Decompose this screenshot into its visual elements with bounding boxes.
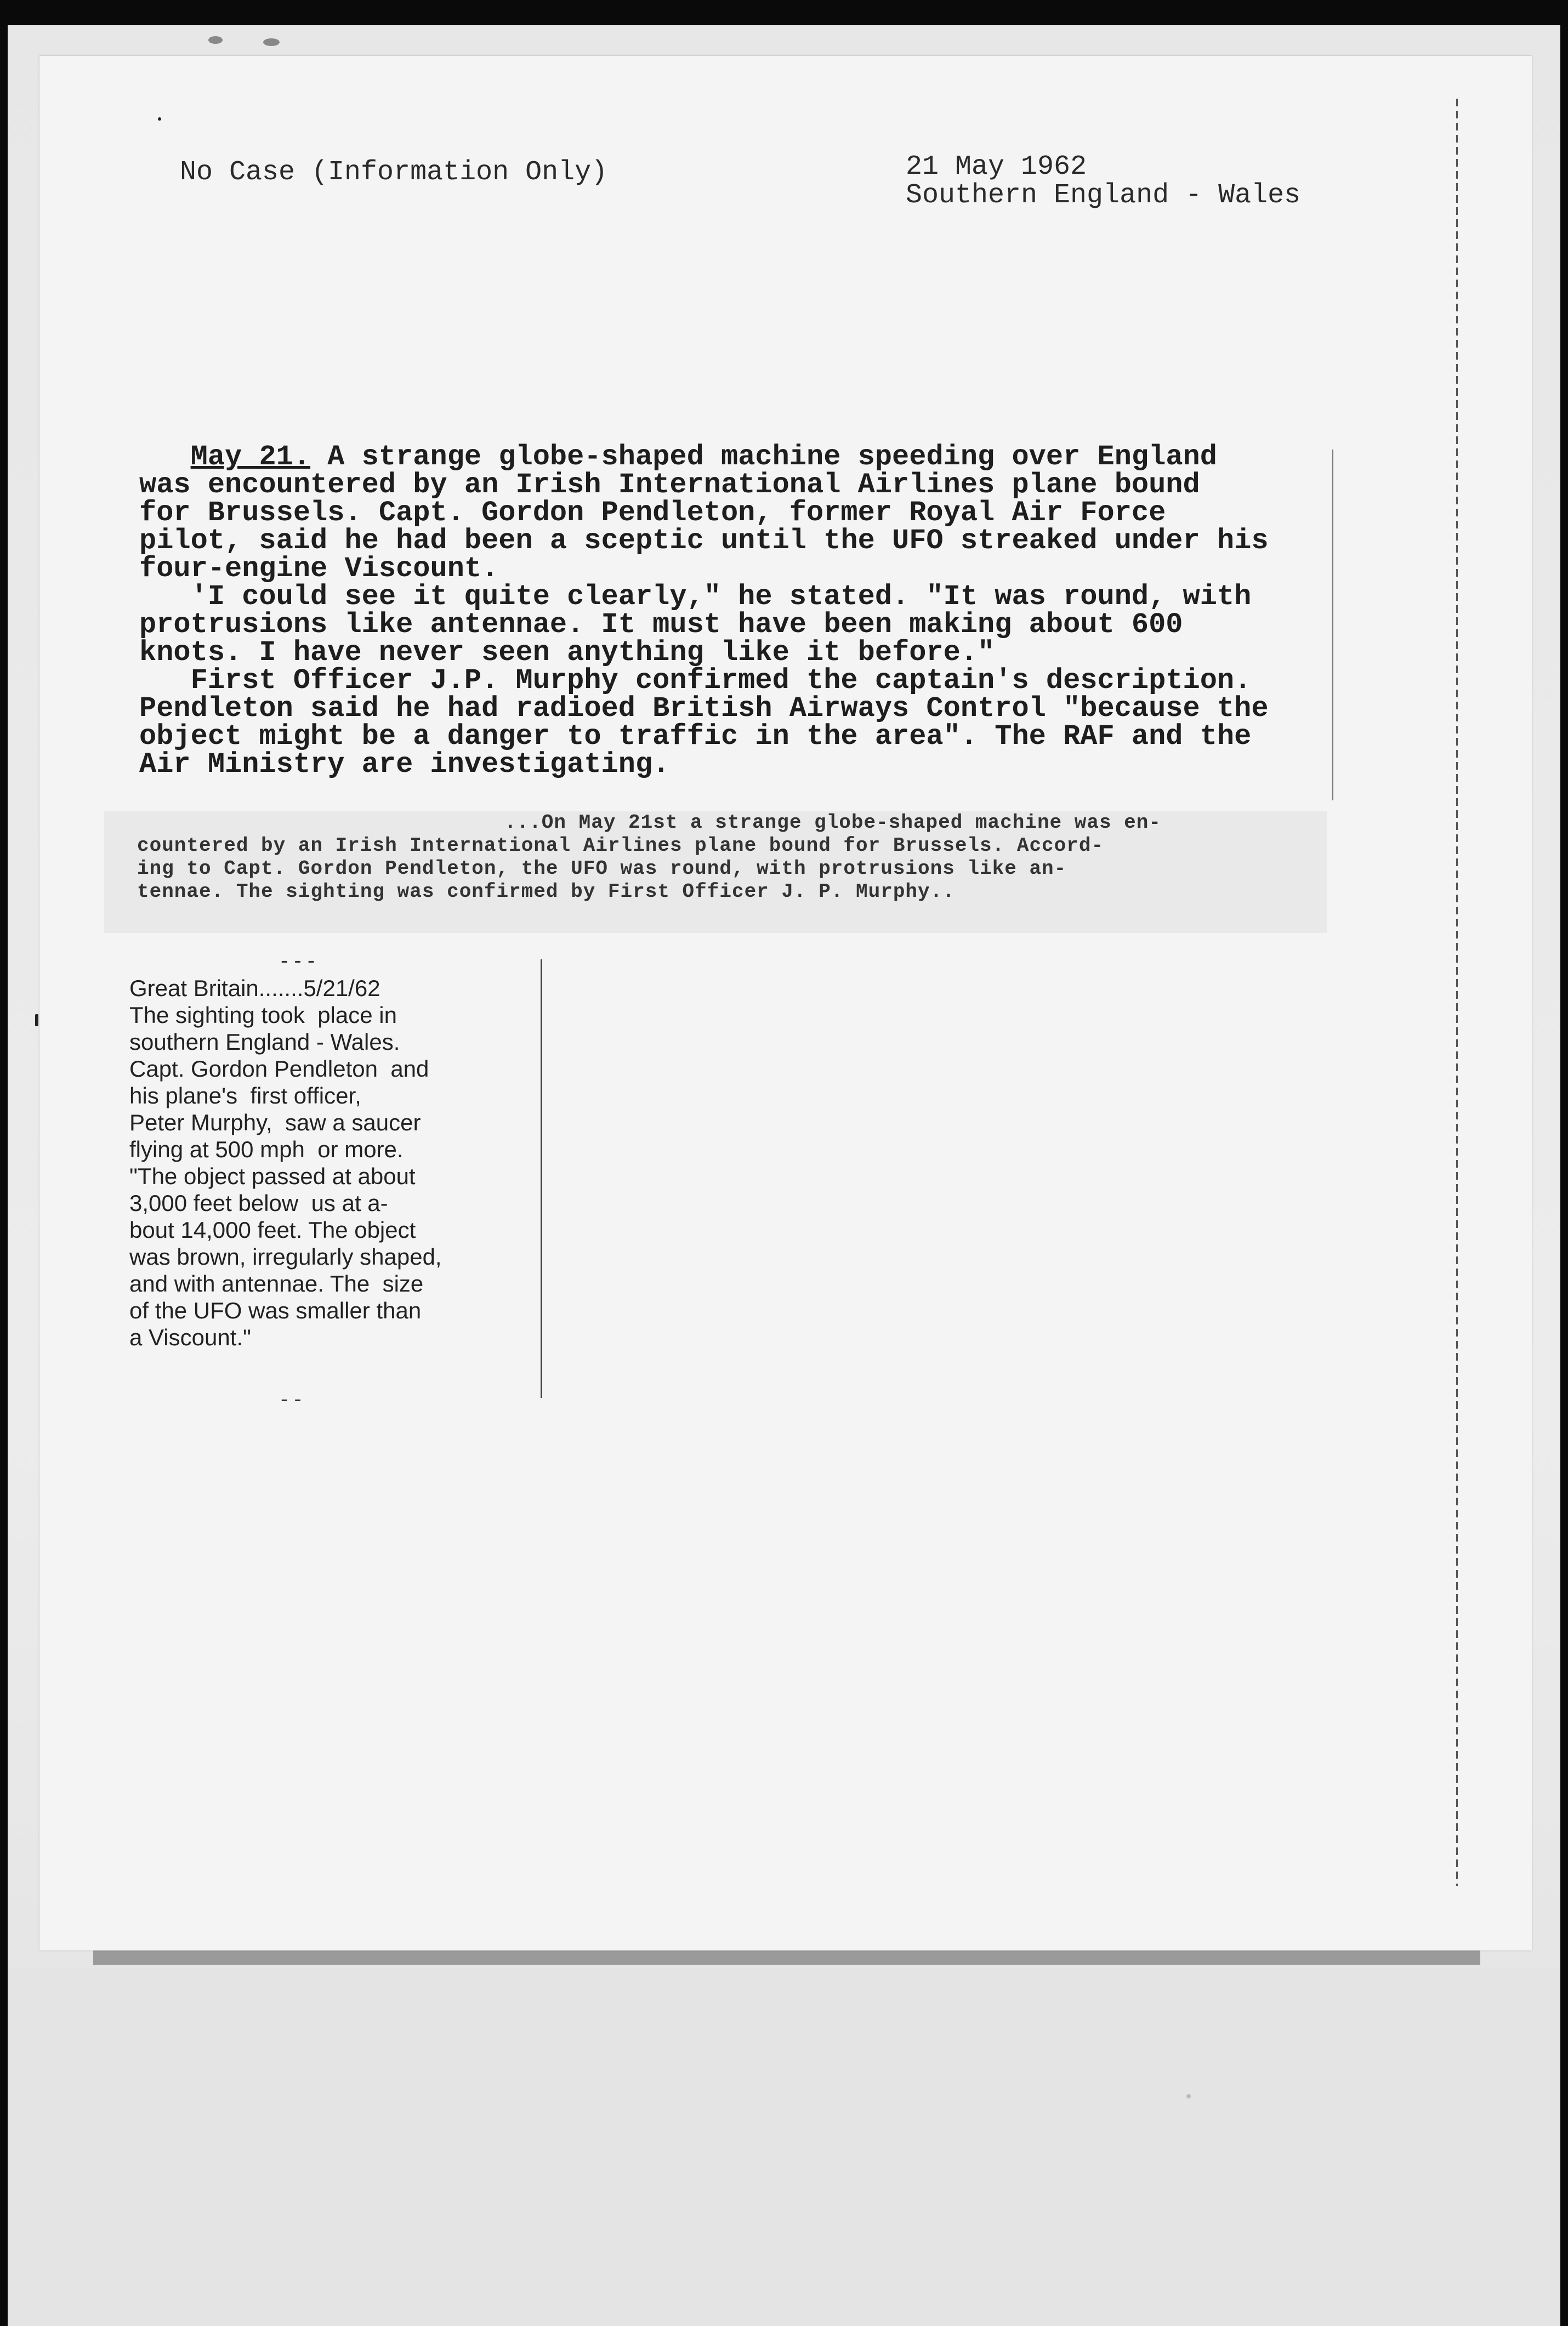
note-line: was brown, irregularly shaped,: [129, 1244, 442, 1270]
clipping-line: ing to Capt. Gordon Pendleton, the UFO was round, with protrusions like an-: [137, 857, 1067, 880]
article-line: [139, 443, 1345, 471]
note-line: The sighting took place in: [129, 1002, 397, 1028]
article-date-label: May 21.: [190, 441, 311, 473]
scan-speck: [1186, 2094, 1191, 2098]
note-line: bout 14,000 feet. The object: [129, 1217, 416, 1243]
article-line: was encountered by an Irish International Airlines plane bound: [139, 469, 1200, 501]
note-bottom-dashes: - -: [281, 1387, 302, 1411]
article-line: 'I could see it quite clearly," he stated. "It was round, with: [139, 581, 1252, 613]
page-right-rule: [1456, 99, 1458, 1886]
scan-speck: [263, 38, 280, 46]
report-date: 21 May 1962: [906, 151, 1087, 183]
note-line: his plane's first officer,: [129, 1083, 361, 1108]
article-line: four-engine Viscount.: [139, 553, 499, 585]
article-text: [139, 441, 1345, 781]
case-label: No Case (Information Only): [180, 157, 608, 188]
note-line: Peter Murphy, saw a saucer: [129, 1110, 421, 1135]
note-top-dashes: - - -: [281, 948, 315, 973]
article-line: object might be a danger to traffic in the area". The RAF and the: [139, 720, 1252, 753]
scan-speck: [158, 117, 161, 121]
note-line: southern England - Wales.: [129, 1029, 400, 1055]
article-margin-rule: [1332, 450, 1333, 800]
note-line: 3,000 feet below us at a-: [129, 1190, 388, 1216]
article-first-line: A strange globe-shaped machine speeding over England: [310, 441, 1217, 473]
note-line: and with antennae. The size: [129, 1271, 424, 1296]
newspaper-clipping: [137, 811, 1161, 903]
note-margin-rule: [541, 959, 542, 1398]
note-line: Capt. Gordon Pendleton and: [129, 1056, 429, 1082]
report-location: Southern England - Wales: [906, 180, 1301, 211]
sighting-note: [129, 975, 442, 1351]
article-line: Pendleton said he had radioed British Airways Control "because the: [139, 692, 1269, 725]
note-line: a Viscount.": [129, 1324, 251, 1350]
note-line: flying at 500 mph or more.: [129, 1136, 404, 1162]
clipping-line: tennae. The sighting was confirmed by First Officer J. P. Murphy..: [137, 880, 955, 903]
note-line: "The object passed at about: [129, 1163, 416, 1189]
scan-speck: [35, 1014, 38, 1026]
article-line: protrusions like antennae. It must have been making about 600: [139, 608, 1183, 641]
article-line: knots. I have never seen anything like it before.": [139, 636, 995, 669]
scan-speck: [208, 36, 223, 44]
article-line: Air Ministry are investigating.: [139, 748, 670, 781]
clipping-line: countered by an Irish International Airlines plane bound for Brussels. Accord-: [137, 834, 1104, 857]
note-line: of the UFO was smaller than: [129, 1298, 422, 1323]
article-line: First Officer J.P. Murphy confirmed the captain's description.: [139, 664, 1252, 697]
article-line: for Brussels. Capt. Gordon Pendleton, former Royal Air Force: [139, 497, 1166, 529]
article-line: pilot, said he had been a sceptic until the UFO streaked under his: [139, 525, 1269, 557]
note-line: Great Britain.......5/21/62: [129, 975, 380, 1001]
lower-backing-band: [8, 1968, 1560, 2326]
clipping-line: ...On May 21st a strange globe-shaped machine was en-: [504, 811, 1161, 834]
